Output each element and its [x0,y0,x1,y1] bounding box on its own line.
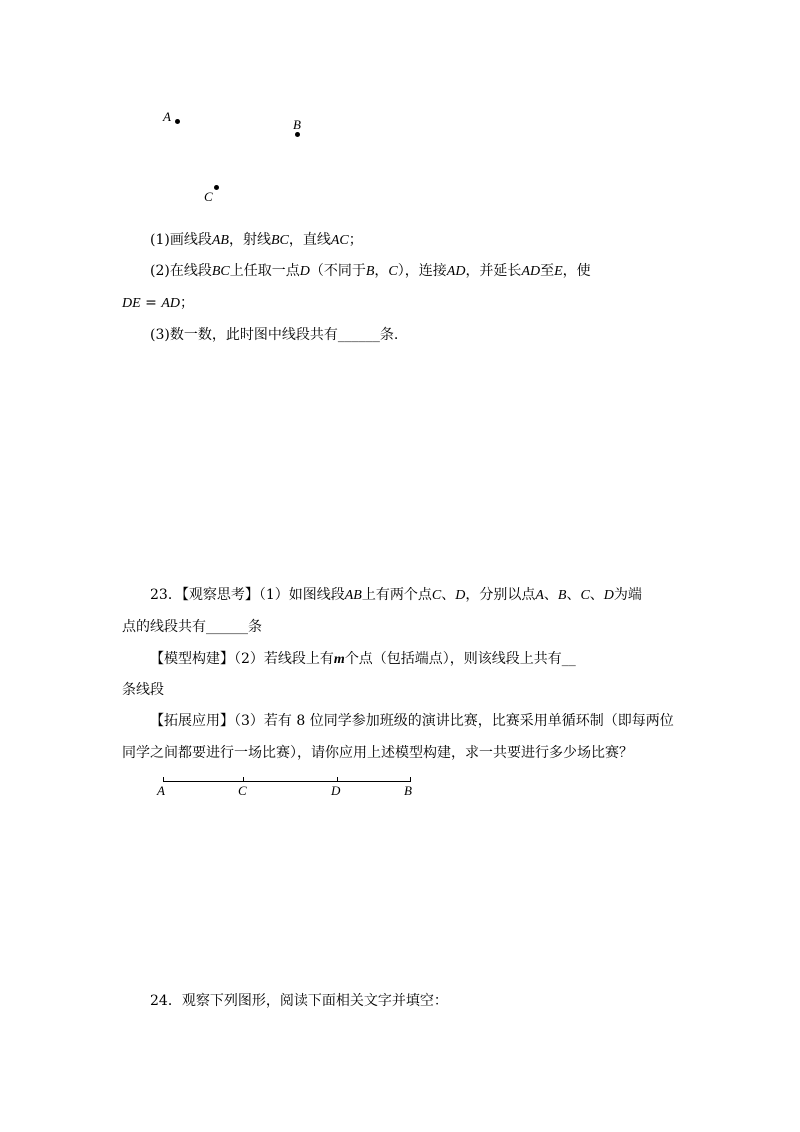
tick-c [243,777,244,782]
segment-line [163,781,411,782]
point-label-b: B [293,117,301,132]
tick-b [410,777,411,782]
q23-line4: 条线段 [122,682,164,698]
q24-heading: 24．观察下列图形，阅读下面相关文字并填空： [150,993,448,1009]
segment-label-d: D [331,783,341,798]
point-label-a: A [163,109,171,124]
q22-item1: (1)画线段AB，射线BC，直线AC； [150,232,363,248]
segment-label-c: C [238,783,247,798]
segment-label-a: A [157,783,165,798]
point-a-dot [175,119,180,124]
q23-line2: 点的线段共有______条 [122,619,262,635]
q23-line3: 【模型构建】（2）若线段上有m个点（包括端点），则该线段上共有__ [150,651,576,667]
q23-line1: 23．【观察思考】（1）如图线段AB上有两个点C、D，分别以点A、B、C、D为端 [150,587,642,603]
q22-item2-line2: DE = AD； [122,295,194,311]
tick-d [337,777,338,782]
tick-a [163,777,164,782]
q22-item3: (3)数一数，此时图中线段共有______条. [150,327,399,343]
point-c-dot [214,185,219,190]
point-label-c: C [204,189,213,204]
q22-item2: (2)在线段BC上任取一点D（不同于B，C），连接AD，并延长AD至E，使 [150,263,591,279]
segment-label-b: B [404,783,412,798]
q23-line5: 【拓展应用】（3）若有 8 位同学参加班级的演讲比赛，比赛采用单循环制（即每两位 [150,713,674,729]
point-b-dot [295,132,300,137]
q23-line6: 同学之间都要进行一场比赛），请你应用上述模型构建，求一共要进行多少场比赛？ [122,745,633,761]
